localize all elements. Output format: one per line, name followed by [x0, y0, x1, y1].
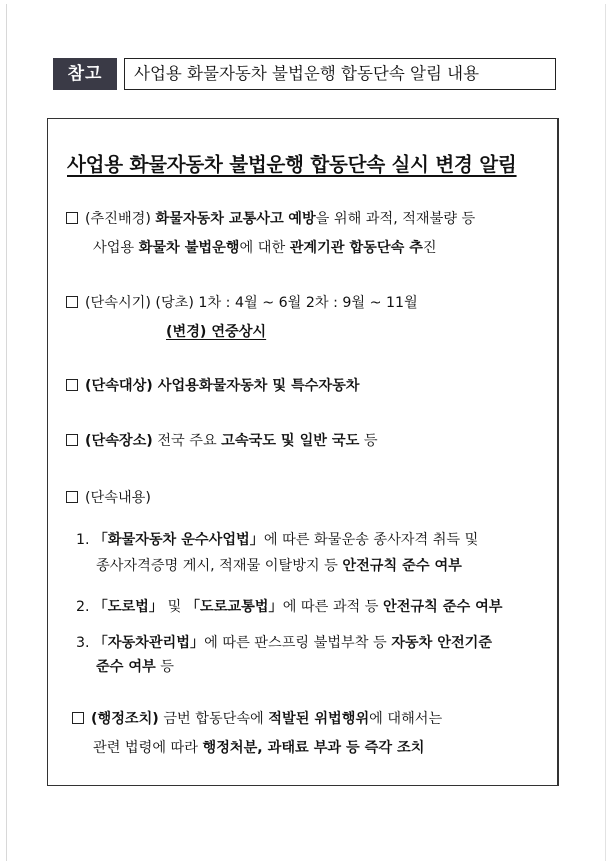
checkbox-icon: [66, 491, 78, 503]
background-text-4: 사업용: [93, 240, 135, 256]
background-text-6: 에 대한: [239, 240, 286, 256]
item-3-number: 3.: [76, 635, 90, 651]
background-text-5: 화물차 불법운행: [138, 240, 240, 256]
action-text-4: 관련 법령에 따라: [93, 740, 198, 756]
period-line-1: [66, 293, 418, 313]
item-3-text-4: 등: [160, 659, 174, 675]
item-1-number: 1.: [76, 532, 90, 548]
place-text-3: 등: [363, 433, 378, 449]
action-text-2: 적발된 위법행위: [268, 711, 370, 727]
period-label: (단속시기): [85, 295, 151, 311]
background-line-2: [93, 238, 437, 258]
item-3-text-2: 자동차 안전기준: [391, 635, 493, 651]
item-3-law: 「자동차관리법」: [93, 635, 205, 651]
checkbox-icon: [66, 296, 78, 308]
content-item-2-line: [76, 597, 503, 617]
content-item-3-line-2: [96, 657, 174, 677]
target-label: (단속대상): [85, 378, 153, 394]
action-text-5: 행정처분, 과태료 부과 등 즉각 조치: [202, 740, 425, 756]
background-text-2: 예방: [288, 211, 316, 227]
background-label: (추진배경): [85, 211, 151, 227]
target-value: 사업용화물자동차 및 특수자동차: [157, 378, 360, 394]
target-line: [66, 376, 360, 396]
item-2-number: 2.: [76, 599, 90, 615]
item-2-text-3: 안전규칙 준수 여부: [382, 599, 503, 615]
header-title: 사업용 화물자동차 불법운행 합동단속 알림 내용: [124, 58, 556, 90]
checkbox-icon: [66, 212, 78, 224]
background-text-8: 진: [422, 240, 437, 256]
content-item-3-line-1: [76, 633, 492, 653]
period-changed: (변경) 연중상시: [166, 324, 267, 340]
item-1-text-3: 안전규칙 준수 여부: [342, 558, 462, 574]
place-text-1: 전국 주요: [157, 433, 217, 449]
checkbox-icon: [72, 712, 84, 724]
background-text-1: 화물자동차 교통사고: [155, 211, 284, 227]
content-item-1-line-1: [76, 530, 478, 550]
checkbox-icon: [66, 434, 78, 446]
item-1-law: 「화물자동차 운수사업법」: [93, 532, 264, 548]
content-label: (단속내용): [85, 490, 151, 506]
period-original-value: 1차 : 4월 ~ 6월 2차 : 9월 ~ 11월: [198, 295, 418, 311]
action-line-1: [72, 709, 442, 729]
notice-title: 사업용 화물자동차 불법운행 합동단속 실시 변경 알림: [67, 153, 517, 176]
item-3-text-1: 에 따른 판스프링 불법부착 등: [204, 635, 387, 651]
content-item-1-line-2: [96, 556, 462, 576]
content-line: [66, 488, 151, 508]
item-1-text-1: 에 따른 화물운송 종사자격 취득 및: [263, 532, 479, 548]
place-text-2: 고속국도 및 일반 국도: [221, 433, 360, 449]
item-1-text-2: 종사자격증명 게시, 적재물 이탈방지 등: [96, 558, 338, 574]
place-label: (단속장소): [85, 433, 153, 449]
header-label: 참고: [53, 58, 117, 90]
background-line-1: [66, 209, 475, 229]
item-2-text-2: 에 따른 과적 등: [282, 599, 379, 615]
item-2-text-1: 및: [167, 599, 182, 615]
action-line-2: [93, 738, 424, 758]
item-2-law: 「도로법」: [93, 599, 164, 615]
checkbox-icon: [66, 379, 78, 391]
action-label: (행정조치): [91, 711, 159, 727]
action-text-3: 에 대해서는: [369, 711, 443, 727]
action-text-1: 금번 합동단속에: [163, 711, 264, 727]
period-original-label: (당초): [155, 295, 194, 311]
item-3-text-3: 준수 여부: [96, 659, 156, 675]
background-text-7: 관계기관 합동단속 추: [289, 240, 423, 256]
item-2-law-2: 「도로교통법」: [185, 599, 283, 615]
background-text-3: 을 위해 과적, 적재불량 등: [315, 211, 476, 227]
place-line: [66, 431, 378, 451]
